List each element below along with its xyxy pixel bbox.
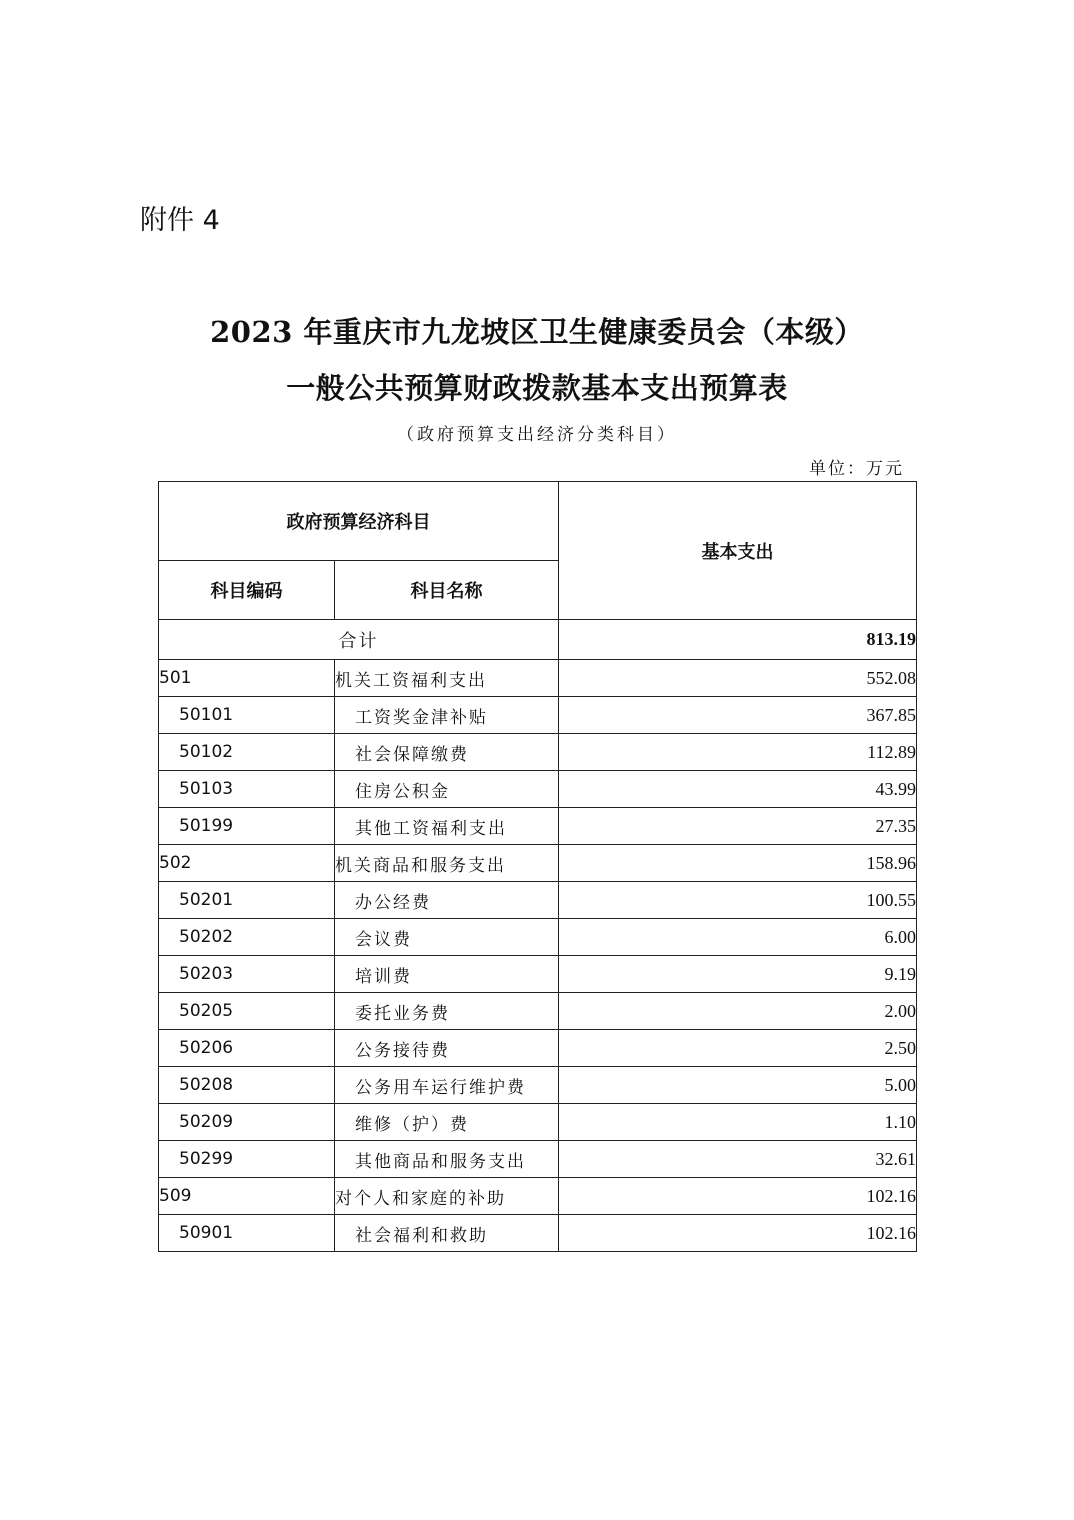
table-row <box>159 808 917 845</box>
table-row <box>159 1141 917 1178</box>
header-basic-expenditure: 基本支出 <box>559 482 917 620</box>
table-row <box>159 697 917 734</box>
row-subject-name: 其他商品和服务支出 <box>335 1141 559 1178</box>
row-subject-code: 50102 <box>159 734 335 771</box>
total-row <box>159 620 917 660</box>
document-subtitle: （政府预算支出经济分类科目） <box>397 425 677 445</box>
row-amount: 2.50 <box>559 1030 917 1067</box>
table-row <box>159 1178 917 1215</box>
row-subject-name: 维修（护）费 <box>335 1104 559 1141</box>
row-amount: 158.96 <box>559 845 917 882</box>
row-subject-name: 公务接待费 <box>335 1030 559 1067</box>
table-row <box>159 882 917 919</box>
row-amount: 102.16 <box>559 1215 917 1252</box>
table-row <box>159 845 917 882</box>
row-subject-name: 机关商品和服务支出 <box>335 845 559 882</box>
table-row <box>159 919 917 956</box>
row-subject-name: 社会福利和救助 <box>335 1215 559 1252</box>
row-subject-name: 对个人和家庭的补助 <box>335 1178 559 1215</box>
attachment-label: 附件 4 <box>140 205 220 236</box>
table-row <box>159 1215 917 1252</box>
row-amount: 6.00 <box>559 919 917 956</box>
row-amount: 552.08 <box>559 660 917 697</box>
row-subject-name: 委托业务费 <box>335 993 559 1030</box>
row-subject-code: 50205 <box>159 993 335 1030</box>
row-amount: 5.00 <box>559 1067 917 1104</box>
table-row <box>159 660 917 697</box>
row-subject-code: 50901 <box>159 1215 335 1252</box>
row-subject-code: 502 <box>159 845 335 882</box>
table-header-row-1 <box>159 482 917 561</box>
row-subject-code: 50101 <box>159 697 335 734</box>
row-subject-name: 机关工资福利支出 <box>335 660 559 697</box>
row-amount: 1.10 <box>559 1104 917 1141</box>
row-amount: 102.16 <box>559 1178 917 1215</box>
row-amount: 112.89 <box>559 734 917 771</box>
row-subject-code: 501 <box>159 660 335 697</box>
header-subject-name: 科目名称 <box>335 561 559 620</box>
row-subject-name: 培训费 <box>335 956 559 993</box>
budget-table <box>158 481 917 1252</box>
row-subject-code: 509 <box>159 1178 335 1215</box>
row-amount: 2.00 <box>559 993 917 1030</box>
row-amount: 43.99 <box>559 771 917 808</box>
row-subject-name: 社会保障缴费 <box>335 734 559 771</box>
row-subject-name: 住房公积金 <box>335 771 559 808</box>
header-subject-code: 科目编码 <box>159 561 335 620</box>
row-subject-name: 会议费 <box>335 919 559 956</box>
row-amount: 367.85 <box>559 697 917 734</box>
row-subject-code: 50299 <box>159 1141 335 1178</box>
document-title-line-2: 一般公共预算财政拨款基本支出预算表 <box>286 371 788 405</box>
table-row <box>159 734 917 771</box>
document-title-line-1: 2023 年重庆市九龙坡区卫生健康委员会（本级） <box>210 315 864 349</box>
table-row <box>159 1030 917 1067</box>
total-label: 合计 <box>159 620 559 660</box>
row-amount: 32.61 <box>559 1141 917 1178</box>
row-amount: 9.19 <box>559 956 917 993</box>
table-row <box>159 771 917 808</box>
row-subject-code: 50201 <box>159 882 335 919</box>
row-subject-code: 50206 <box>159 1030 335 1067</box>
row-amount: 100.55 <box>559 882 917 919</box>
table-row <box>159 956 917 993</box>
row-subject-name: 其他工资福利支出 <box>335 808 559 845</box>
row-subject-name: 办公经费 <box>335 882 559 919</box>
table-row <box>159 993 917 1030</box>
row-subject-code: 50103 <box>159 771 335 808</box>
row-subject-name: 工资奖金津补贴 <box>335 697 559 734</box>
row-amount: 27.35 <box>559 808 917 845</box>
total-amount: 813.19 <box>559 620 917 660</box>
table-row <box>159 1104 917 1141</box>
row-subject-code: 50199 <box>159 808 335 845</box>
header-economic-category: 政府预算经济科目 <box>159 482 559 561</box>
row-subject-code: 50209 <box>159 1104 335 1141</box>
row-subject-name: 公务用车运行维护费 <box>335 1067 559 1104</box>
row-subject-code: 50203 <box>159 956 335 993</box>
row-subject-code: 50208 <box>159 1067 335 1104</box>
row-subject-code: 50202 <box>159 919 335 956</box>
table-row <box>159 1067 917 1104</box>
unit-label: 单位：万元 <box>809 459 904 479</box>
